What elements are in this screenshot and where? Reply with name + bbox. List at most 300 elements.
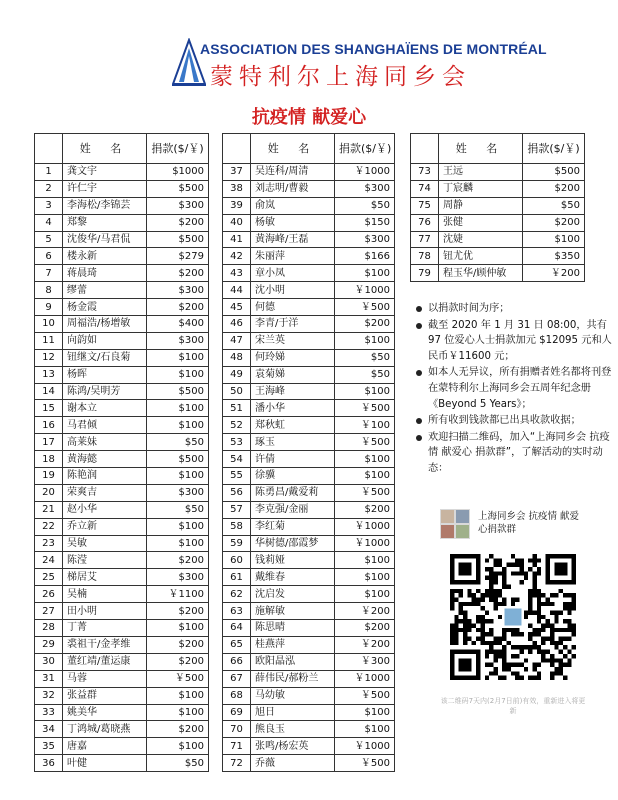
donor-name: 陈鸿/吴明芳 bbox=[63, 383, 147, 400]
row-number: 74 bbox=[411, 180, 439, 197]
row-number: 52 bbox=[223, 417, 251, 434]
donor-name: 黄海峰/王磊 bbox=[251, 231, 335, 248]
row-number: 54 bbox=[223, 451, 251, 468]
donor-name: 周静 bbox=[439, 197, 523, 214]
row-number: 35 bbox=[35, 738, 63, 755]
table-row bbox=[411, 248, 585, 265]
donor-name: 王海峰 bbox=[251, 383, 335, 400]
donor-name: 桂燕萍 bbox=[251, 636, 335, 653]
donor-name: 高莱妹 bbox=[63, 434, 147, 451]
row-number: 79 bbox=[411, 265, 439, 282]
row-number: 73 bbox=[411, 164, 439, 181]
row-number: 68 bbox=[223, 687, 251, 704]
table-row bbox=[35, 434, 209, 451]
donor-name: 梯居艾 bbox=[63, 569, 147, 586]
donor-name: 李海松/李锦芸 bbox=[63, 197, 147, 214]
table-header-no bbox=[35, 134, 63, 164]
donation-amount: $1000 bbox=[147, 164, 209, 181]
donation-amount: $100 bbox=[147, 349, 209, 366]
table-row bbox=[223, 569, 395, 586]
donation-amount: $300 bbox=[147, 569, 209, 586]
donor-name: 许仁宇 bbox=[63, 180, 147, 197]
donation-amount: $100 bbox=[335, 332, 395, 349]
row-number: 57 bbox=[223, 501, 251, 518]
row-number: 38 bbox=[223, 180, 251, 197]
table-row bbox=[35, 484, 209, 501]
donation-amount: $50 bbox=[147, 434, 209, 451]
donation-amount: $100 bbox=[335, 552, 395, 569]
table-header-amount: 捐款($/￥) bbox=[147, 134, 209, 164]
table-row bbox=[223, 636, 395, 653]
donation-amount: $200 bbox=[147, 552, 209, 569]
table-row bbox=[35, 349, 209, 366]
donation-amount: $100 bbox=[335, 265, 395, 282]
donation-amount: $400 bbox=[147, 316, 209, 333]
donation-amount: ￥200 bbox=[335, 636, 395, 653]
row-number: 77 bbox=[411, 231, 439, 248]
donation-amount: $200 bbox=[147, 636, 209, 653]
donation-amount: ￥200 bbox=[335, 603, 395, 620]
qr-validity-note: 该二维码7天内(2月7日前)有效，重新进入将更新 bbox=[440, 697, 586, 715]
donation-amount: ￥300 bbox=[335, 653, 395, 670]
donor-name: 琢玉 bbox=[251, 434, 335, 451]
row-number: 66 bbox=[223, 653, 251, 670]
row-number: 4 bbox=[35, 214, 63, 231]
donation-amount: ￥1000 bbox=[335, 282, 395, 299]
donor-name: 杨敏 bbox=[251, 214, 335, 231]
donation-amount: ￥500 bbox=[335, 434, 395, 451]
table-row bbox=[223, 282, 395, 299]
donor-name: 陈滢 bbox=[63, 552, 147, 569]
donor-name: 蒋晨琦 bbox=[63, 265, 147, 282]
row-number: 34 bbox=[35, 721, 63, 738]
table-row bbox=[35, 586, 209, 603]
donor-name: 马蓉 bbox=[63, 670, 147, 687]
row-number: 59 bbox=[223, 535, 251, 552]
donation-amount: $500 bbox=[147, 180, 209, 197]
donor-name: 杨晖 bbox=[63, 366, 147, 383]
notes-list bbox=[414, 301, 612, 478]
table-row bbox=[223, 468, 395, 485]
row-number: 1 bbox=[35, 164, 63, 181]
table-row bbox=[35, 366, 209, 383]
row-number: 43 bbox=[223, 265, 251, 282]
donation-amount: $200 bbox=[147, 299, 209, 316]
table-row bbox=[223, 332, 395, 349]
row-number: 36 bbox=[35, 755, 63, 772]
row-number: 8 bbox=[35, 282, 63, 299]
table-row bbox=[223, 704, 395, 721]
org-name-en: ASSOCIATION DES SHANGHAÏENS DE MONTRÉAL bbox=[200, 41, 547, 57]
row-number: 13 bbox=[35, 366, 63, 383]
donation-amount: $50 bbox=[335, 197, 395, 214]
donation-amount: $300 bbox=[147, 282, 209, 299]
table-row bbox=[35, 670, 209, 687]
table-row bbox=[223, 451, 395, 468]
table-row bbox=[35, 535, 209, 552]
row-number: 50 bbox=[223, 383, 251, 400]
row-number: 46 bbox=[223, 316, 251, 333]
donation-amount: $100 bbox=[147, 704, 209, 721]
row-number: 20 bbox=[35, 484, 63, 501]
donor-name: 华树德/邵霞梦 bbox=[251, 535, 335, 552]
table-row bbox=[35, 299, 209, 316]
row-number: 53 bbox=[223, 434, 251, 451]
row-number: 49 bbox=[223, 366, 251, 383]
donation-amount: $500 bbox=[147, 383, 209, 400]
table-row bbox=[223, 248, 395, 265]
donor-name: 裘祖干/金孝维 bbox=[63, 636, 147, 653]
table-row bbox=[35, 721, 209, 738]
donor-name: 戴维春 bbox=[251, 569, 335, 586]
donor-name: 钮尤优 bbox=[439, 248, 523, 265]
table-row bbox=[223, 299, 395, 316]
table-row bbox=[223, 738, 395, 755]
table-row bbox=[411, 265, 585, 282]
donation-amount: $150 bbox=[335, 214, 395, 231]
table-row bbox=[35, 282, 209, 299]
row-number: 58 bbox=[223, 518, 251, 535]
note-item: 所有收到钱款都已出具收款收据； bbox=[414, 413, 612, 429]
table-row bbox=[223, 366, 395, 383]
donor-name: 黄海懿 bbox=[63, 451, 147, 468]
table-row bbox=[223, 501, 395, 518]
donation-amount: $100 bbox=[147, 620, 209, 637]
donor-name: 谢本立 bbox=[63, 400, 147, 417]
table-row bbox=[35, 636, 209, 653]
row-number: 41 bbox=[223, 231, 251, 248]
row-number: 42 bbox=[223, 248, 251, 265]
row-number: 6 bbox=[35, 248, 63, 265]
row-number: 62 bbox=[223, 586, 251, 603]
row-number: 9 bbox=[35, 299, 63, 316]
row-number: 56 bbox=[223, 484, 251, 501]
org-name-cn: 蒙特利尔上海同乡会 bbox=[210, 64, 471, 90]
row-number: 33 bbox=[35, 704, 63, 721]
table-row bbox=[223, 586, 395, 603]
donor-name: 程玉华/顾仲敏 bbox=[439, 265, 523, 282]
donation-amount: $300 bbox=[147, 197, 209, 214]
row-number: 44 bbox=[223, 282, 251, 299]
table-row bbox=[223, 518, 395, 535]
donation-amount: $100 bbox=[147, 687, 209, 704]
table-row bbox=[35, 653, 209, 670]
donor-name: 旭日 bbox=[251, 704, 335, 721]
row-number: 32 bbox=[35, 687, 63, 704]
donation-amount: ￥1000 bbox=[335, 518, 395, 535]
row-number: 70 bbox=[223, 721, 251, 738]
donation-amount: $200 bbox=[147, 653, 209, 670]
row-number: 17 bbox=[35, 434, 63, 451]
note-item: 如本人无异议，所有捐赠者姓名都将刊登在蒙特利尔上海同乡会五周年纪念册《Beyond 5 Years》； bbox=[414, 365, 612, 412]
donor-name: 李青/于洋 bbox=[251, 316, 335, 333]
donor-name: 陈勇昌/戴爱莉 bbox=[251, 484, 335, 501]
donation-amount: ￥500 bbox=[147, 670, 209, 687]
table-row bbox=[35, 620, 209, 637]
table-row bbox=[35, 197, 209, 214]
donation-amount: ￥1000 bbox=[335, 670, 395, 687]
note-item: 截至 2020 年 1 月 31 日 08:00，共有 97 位爱心人士捐款加元 $12095 元和人民币￥11600 元； bbox=[414, 318, 612, 365]
donation-amount: $300 bbox=[335, 231, 395, 248]
donor-name: 龚文宇 bbox=[63, 164, 147, 181]
table-row bbox=[223, 603, 395, 620]
table-row bbox=[35, 214, 209, 231]
table-row bbox=[35, 383, 209, 400]
table-row bbox=[223, 164, 395, 181]
donation-amount: $300 bbox=[147, 332, 209, 349]
table-row bbox=[223, 197, 395, 214]
row-number: 37 bbox=[223, 164, 251, 181]
table-row bbox=[223, 687, 395, 704]
row-number: 64 bbox=[223, 620, 251, 637]
donor-name: 徐骥 bbox=[251, 468, 335, 485]
row-number: 10 bbox=[35, 316, 63, 333]
row-number: 60 bbox=[223, 552, 251, 569]
donation-table-3 bbox=[410, 133, 585, 282]
donation-amount: ￥100 bbox=[335, 417, 395, 434]
donation-amount: ￥500 bbox=[335, 400, 395, 417]
table-row bbox=[35, 518, 209, 535]
table-header-amount: 捐款($/￥) bbox=[523, 134, 585, 164]
donation-amount: $100 bbox=[147, 417, 209, 434]
table-row bbox=[411, 197, 585, 214]
table-header-amount: 捐款($/￥) bbox=[335, 134, 395, 164]
donation-amount: ￥500 bbox=[335, 687, 395, 704]
donor-name: 乔立新 bbox=[63, 518, 147, 535]
row-number: 15 bbox=[35, 400, 63, 417]
donor-name: 宋兰英 bbox=[251, 332, 335, 349]
donor-name: 郑秋虹 bbox=[251, 417, 335, 434]
table-row bbox=[223, 316, 395, 333]
donor-name: 薛伟民/郝粉兰 bbox=[251, 670, 335, 687]
donation-amount: $100 bbox=[147, 366, 209, 383]
table-row bbox=[35, 569, 209, 586]
donation-amount: $166 bbox=[335, 248, 395, 265]
table-row bbox=[223, 653, 395, 670]
table-row bbox=[223, 535, 395, 552]
table-row bbox=[35, 468, 209, 485]
table-row bbox=[35, 687, 209, 704]
donor-name: 吴连科/周清 bbox=[251, 164, 335, 181]
donation-amount: $500 bbox=[147, 451, 209, 468]
row-number: 47 bbox=[223, 332, 251, 349]
row-number: 22 bbox=[35, 518, 63, 535]
donor-name: 赵小华 bbox=[63, 501, 147, 518]
row-number: 7 bbox=[35, 265, 63, 282]
donor-name: 袁菊娣 bbox=[251, 366, 335, 383]
donation-amount: $100 bbox=[335, 586, 395, 603]
donation-amount: $100 bbox=[335, 721, 395, 738]
donor-name: 施解敏 bbox=[251, 603, 335, 620]
table-row bbox=[223, 755, 395, 772]
row-number: 25 bbox=[35, 569, 63, 586]
row-number: 31 bbox=[35, 670, 63, 687]
table-row bbox=[35, 603, 209, 620]
table-row bbox=[35, 451, 209, 468]
donation-amount: $100 bbox=[335, 704, 395, 721]
row-number: 76 bbox=[411, 214, 439, 231]
donor-name: 沈俊华/马君侃 bbox=[63, 231, 147, 248]
table-row bbox=[223, 231, 395, 248]
donation-amount: $50 bbox=[523, 197, 585, 214]
table-header-no bbox=[223, 134, 251, 164]
note-item: 以捐款时间为序； bbox=[414, 301, 612, 317]
table-row bbox=[223, 400, 395, 417]
row-number: 51 bbox=[223, 400, 251, 417]
table-row bbox=[35, 400, 209, 417]
row-number: 71 bbox=[223, 738, 251, 755]
donor-name: 何德 bbox=[251, 299, 335, 316]
donation-amount: ￥1000 bbox=[335, 738, 395, 755]
donor-name: 沈启发 bbox=[251, 586, 335, 603]
row-number: 11 bbox=[35, 332, 63, 349]
donation-amount: $300 bbox=[147, 484, 209, 501]
donor-name: 唐嘉 bbox=[63, 738, 147, 755]
table-row bbox=[223, 721, 395, 738]
table-row bbox=[411, 164, 585, 181]
donor-name: 刘志明/曹毅 bbox=[251, 180, 335, 197]
donor-name: 吴敏 bbox=[63, 535, 147, 552]
donor-name: 丁宸麟 bbox=[439, 180, 523, 197]
donor-name: 叶健 bbox=[63, 755, 147, 772]
donation-amount: $100 bbox=[335, 569, 395, 586]
donation-amount: $100 bbox=[147, 738, 209, 755]
row-number: 2 bbox=[35, 180, 63, 197]
row-number: 78 bbox=[411, 248, 439, 265]
row-number: 28 bbox=[35, 620, 63, 637]
row-number: 27 bbox=[35, 603, 63, 620]
donation-amount: $100 bbox=[523, 231, 585, 248]
donation-amount: ￥500 bbox=[335, 755, 395, 772]
qr-code-icon[interactable] bbox=[450, 554, 576, 680]
table-row bbox=[35, 265, 209, 282]
donation-amount: $300 bbox=[335, 180, 395, 197]
donor-name: 董红靖/董运康 bbox=[63, 653, 147, 670]
donor-name: 欧阳晶泓 bbox=[251, 653, 335, 670]
donor-name: 杨金霞 bbox=[63, 299, 147, 316]
donor-name: 田小明 bbox=[63, 603, 147, 620]
row-number: 45 bbox=[223, 299, 251, 316]
table-row bbox=[223, 214, 395, 231]
donation-amount: $200 bbox=[335, 620, 395, 637]
donation-amount: $200 bbox=[147, 721, 209, 738]
donation-amount: $100 bbox=[335, 451, 395, 468]
row-number: 72 bbox=[223, 755, 251, 772]
slogan: 抗疫情 献爱心 bbox=[251, 107, 367, 128]
donation-amount: $279 bbox=[147, 248, 209, 265]
donation-amount: $100 bbox=[147, 535, 209, 552]
donation-amount: $100 bbox=[335, 383, 395, 400]
wechat-group-card bbox=[440, 507, 586, 541]
donor-name: 丁菁 bbox=[63, 620, 147, 637]
donor-name: 马君倾 bbox=[63, 417, 147, 434]
table-row bbox=[35, 316, 209, 333]
donor-name: 沈婕 bbox=[439, 231, 523, 248]
table-row bbox=[223, 349, 395, 366]
donor-name: 陈艳润 bbox=[63, 468, 147, 485]
donation-amount: $100 bbox=[147, 468, 209, 485]
row-number: 63 bbox=[223, 603, 251, 620]
donor-name: 吴楠 bbox=[63, 586, 147, 603]
donation-amount: ￥500 bbox=[335, 484, 395, 501]
row-number: 67 bbox=[223, 670, 251, 687]
donation-amount: $200 bbox=[335, 316, 395, 333]
donation-amount: $200 bbox=[523, 214, 585, 231]
row-number: 14 bbox=[35, 383, 63, 400]
donor-name: 马幼敏 bbox=[251, 687, 335, 704]
row-number: 48 bbox=[223, 349, 251, 366]
table-row bbox=[223, 670, 395, 687]
donation-amount: $200 bbox=[147, 603, 209, 620]
donor-name: 向韵如 bbox=[63, 332, 147, 349]
donation-amount: $200 bbox=[523, 180, 585, 197]
donation-amount: $500 bbox=[523, 164, 585, 181]
table-row bbox=[35, 180, 209, 197]
donor-name: 张鸣/杨宏英 bbox=[251, 738, 335, 755]
table-row bbox=[223, 265, 395, 282]
table-row bbox=[411, 214, 585, 231]
donor-name: 姚美华 bbox=[63, 704, 147, 721]
group-name: 上海同乡会 抗疫情 献爱心捐款群 bbox=[478, 511, 580, 535]
table-header-name: 姓 名 bbox=[63, 134, 147, 164]
donation-table-2 bbox=[222, 133, 395, 772]
table-row bbox=[35, 248, 209, 265]
row-number: 75 bbox=[411, 197, 439, 214]
donation-amount: $200 bbox=[335, 501, 395, 518]
donor-name: 章小凤 bbox=[251, 265, 335, 282]
row-number: 39 bbox=[223, 197, 251, 214]
donor-name: 潘小华 bbox=[251, 400, 335, 417]
donation-amount: $50 bbox=[147, 501, 209, 518]
row-number: 40 bbox=[223, 214, 251, 231]
donor-name: 郑黎 bbox=[63, 214, 147, 231]
donation-amount: ￥200 bbox=[523, 265, 585, 282]
donor-name: 缪蕾 bbox=[63, 282, 147, 299]
row-number: 3 bbox=[35, 197, 63, 214]
donor-name: 楼永新 bbox=[63, 248, 147, 265]
donation-amount: $50 bbox=[335, 349, 395, 366]
donor-name: 钮继文/石良菊 bbox=[63, 349, 147, 366]
row-number: 18 bbox=[35, 451, 63, 468]
table-row bbox=[223, 417, 395, 434]
row-number: 61 bbox=[223, 569, 251, 586]
donor-name: 朱丽萍 bbox=[251, 248, 335, 265]
table-row bbox=[411, 180, 585, 197]
donation-amount: $50 bbox=[335, 366, 395, 383]
donation-amount: $100 bbox=[147, 400, 209, 417]
donor-name: 王远 bbox=[439, 164, 523, 181]
donation-amount: ￥1000 bbox=[335, 164, 395, 181]
table-header-name: 姓 名 bbox=[251, 134, 335, 164]
row-number: 29 bbox=[35, 636, 63, 653]
row-number: 16 bbox=[35, 417, 63, 434]
table-row bbox=[223, 383, 395, 400]
row-number: 21 bbox=[35, 501, 63, 518]
note-item: 欢迎扫描二维码，加入“上海同乡会 抗疫情 献爱心 捐款群”，了解活动的实时动态： bbox=[414, 430, 612, 477]
donor-name: 丁鸿城/葛晓燕 bbox=[63, 721, 147, 738]
donor-name: 何玲娣 bbox=[251, 349, 335, 366]
donor-name: 张健 bbox=[439, 214, 523, 231]
table-row bbox=[35, 417, 209, 434]
donation-amount: $50 bbox=[147, 755, 209, 772]
table-row bbox=[35, 755, 209, 772]
donation-amount: $100 bbox=[335, 468, 395, 485]
row-number: 30 bbox=[35, 653, 63, 670]
table-row bbox=[35, 501, 209, 518]
table-row bbox=[35, 738, 209, 755]
donation-amount: ￥1100 bbox=[147, 586, 209, 603]
row-number: 23 bbox=[35, 535, 63, 552]
